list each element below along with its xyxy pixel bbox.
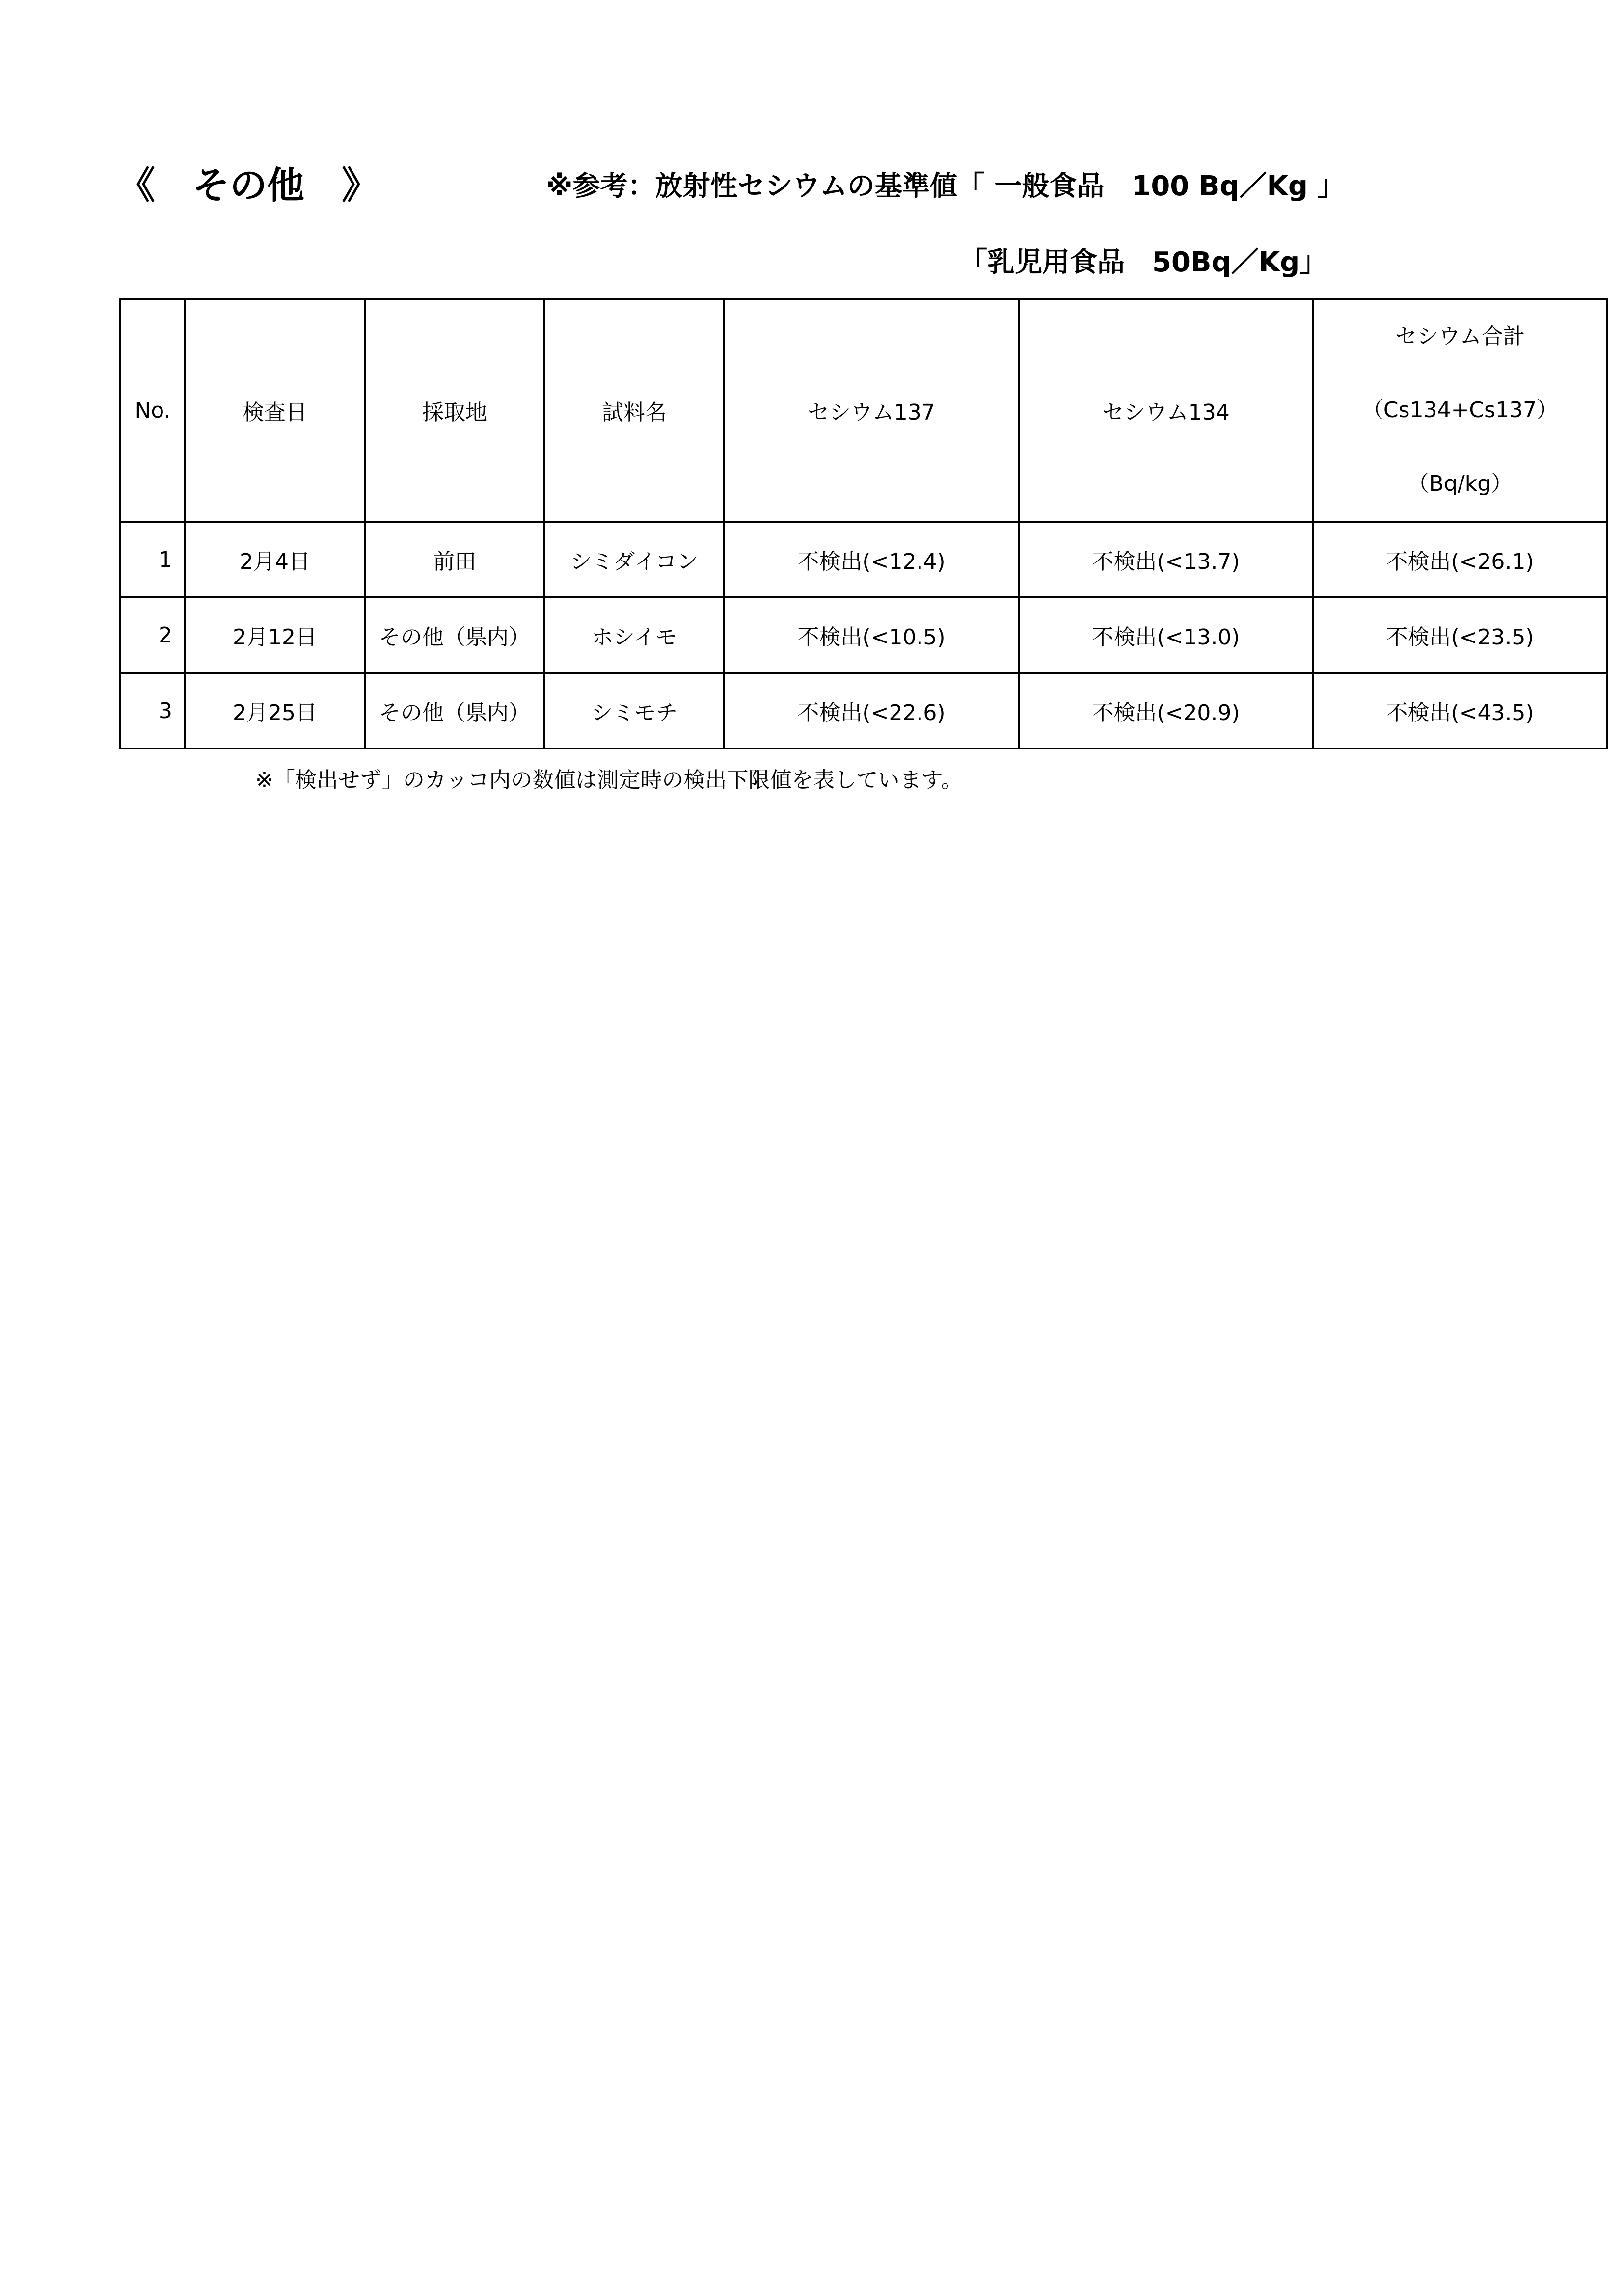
header-cesium-total (1313, 299, 1607, 522)
cell-cesium-137: 不検出(<22.6) (724, 673, 1019, 748)
cell-sample-name: シミダイコン (544, 522, 724, 597)
header-inspection-date: 検査日 (185, 299, 365, 522)
header-sample-name: 試料名 (544, 299, 724, 522)
header-no: No. (120, 299, 185, 522)
cell-cesium-134: 不検出(<20.9) (1019, 673, 1313, 748)
cell-no: 2 (120, 597, 185, 673)
table-header-row (120, 299, 1607, 522)
cell-sampling-location: その他（県内） (365, 673, 544, 748)
cell-sample-name: ホシイモ (544, 597, 724, 673)
cell-sampling-location: 前田 (365, 522, 544, 597)
reference-standard-infant-food: 「乳児用食品 50Bq／Kg」 (960, 246, 1327, 278)
cell-inspection-date: 2月4日 (185, 522, 365, 597)
header-sampling-location: 採取地 (365, 299, 544, 522)
cell-cesium-137: 不検出(<10.5) (724, 597, 1019, 673)
cell-no: 3 (120, 673, 185, 748)
table-row (120, 522, 1607, 597)
page-title: 《 その他 》 (118, 163, 379, 207)
cell-cesium-137: 不検出(<12.4) (724, 522, 1019, 597)
cell-cesium-134: 不検出(<13.0) (1019, 597, 1313, 673)
cell-cesium-total: 不検出(<26.1) (1313, 522, 1607, 597)
table-row (120, 597, 1607, 673)
header-cesium-137: セシウム137 (724, 299, 1019, 522)
cell-cesium-total: 不検出(<23.5) (1313, 597, 1607, 673)
header-cesium-total-title: セシウム合計 (1395, 324, 1525, 349)
cell-sampling-location: その他（県内） (365, 597, 544, 673)
cell-inspection-date: 2月12日 (185, 597, 365, 673)
cesium-results-table (119, 298, 1608, 749)
reference-standard-general-food: ※参考：放射性セシウムの基準値「 一般食品 100 Bq／Kg 」 (546, 170, 1345, 202)
cell-inspection-date: 2月25日 (185, 673, 365, 748)
header-cesium-total-formula: （Cs134+Cs137） (1361, 398, 1559, 423)
cell-cesium-total: 不検出(<43.5) (1313, 673, 1607, 748)
cell-no: 1 (120, 522, 185, 597)
header-cesium-134: セシウム134 (1019, 299, 1313, 522)
cell-sample-name: シミモチ (544, 673, 724, 748)
footnote-detection-limit: ※「検出せず」のカッコ内の数値は測定時の検出下限値を表しています。 (255, 768, 963, 793)
cell-cesium-134: 不検出(<13.7) (1019, 522, 1313, 597)
header-cesium-total-unit: （Bq/kg） (1407, 471, 1513, 496)
table-row (120, 673, 1607, 748)
